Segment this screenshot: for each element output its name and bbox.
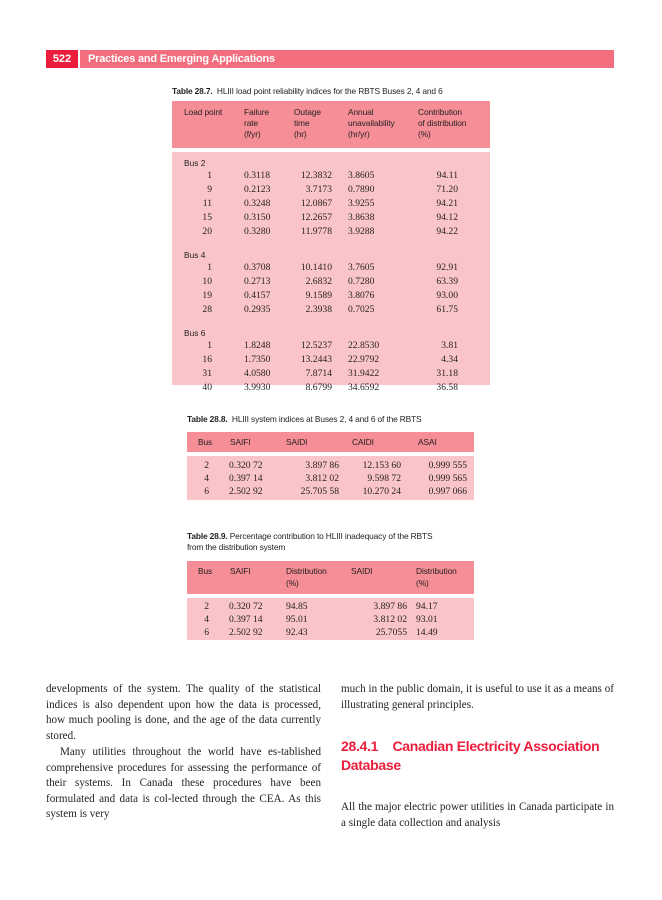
table-28-9-header-cell: Bus xyxy=(198,566,213,576)
table-28-9-header-cell: Distribution xyxy=(416,566,457,576)
table-28-7-cell: 31.18 xyxy=(436,368,458,379)
right-paragraph-1: much in the public domain, it is useful to use it as a means of illustrating general principles. xyxy=(341,683,614,711)
table-28-8-cell: 0.997 066 xyxy=(428,486,467,497)
table-28-7-cell: 1 xyxy=(207,340,212,351)
table-28-9-cell: 0.397 14 xyxy=(229,614,263,625)
table-28-7-cell: 1.7350 xyxy=(244,354,271,365)
table-28-9-cell: 6 xyxy=(204,627,209,638)
table-28-7-cell: 15 xyxy=(202,212,212,223)
table-28-9-header-cell: SAIDI xyxy=(351,566,373,576)
table-28-7-cell: 8.6799 xyxy=(305,382,332,393)
table-28-7-cell: 22.9792 xyxy=(348,354,380,365)
table-28-7-header-cell: Failure xyxy=(244,107,269,117)
table-28-8-title: HLIII system indices at Buses 2, 4 and 6 of the RBTS xyxy=(231,414,422,424)
table-28-7-header-cell: (hr/yr) xyxy=(348,129,370,139)
table-28-9-cell: 94.17 xyxy=(416,601,438,612)
table-28-7-cell: 2.3938 xyxy=(305,304,332,315)
table-28-7-header-cell: of distribution xyxy=(418,118,467,128)
table-28-8-cell: 12.153 60 xyxy=(362,460,401,471)
table-28-7-cell: 0.2713 xyxy=(244,276,271,287)
table-28-9-header xyxy=(187,561,474,594)
table-28-7-cell: 3.9930 xyxy=(244,382,271,393)
table-28-8-header-cell: CAIDI xyxy=(352,437,374,447)
table-28-7-cell: 4.34 xyxy=(441,354,458,365)
table-28-9-label: Table 28.9. xyxy=(187,531,228,541)
table-28-9-cell: 95.01 xyxy=(286,614,308,625)
table-28-8-cell: 0.999 555 xyxy=(428,460,467,471)
table-28-7-caption xyxy=(172,86,502,97)
table-28-7-body xyxy=(172,152,490,393)
table-28-8-cell: 3.897 86 xyxy=(305,460,339,471)
table-28-7-cell: 1 xyxy=(207,170,212,181)
table-28-7-header-cell: Annual xyxy=(348,107,374,117)
table-28-7-cell: 11 xyxy=(202,198,212,209)
table-28-7-cell: 28 xyxy=(202,304,212,315)
table-28-7-cell: 4.0580 xyxy=(244,368,271,379)
table-28-7-cell: 40 xyxy=(202,382,212,393)
table-28-7-header-cell: unavailability xyxy=(348,118,395,128)
table-28-7-cell: 31 xyxy=(202,368,212,379)
table-28-8-cell: 2 xyxy=(204,460,209,471)
table-28-8-cell: 0.320 72 xyxy=(229,460,263,471)
table-28-7-cell: 1.8248 xyxy=(244,340,271,351)
left-paragraph-1: developments of the system. The quality of the statistical indices is also dependent upon how the data is processed, how much pooling is done, and the age of the data currently stored. xyxy=(46,683,321,742)
table-28-7-cell: 3.8605 xyxy=(348,170,375,181)
page-number: 522 xyxy=(46,50,78,68)
table-28-7-header-cell: (%) xyxy=(418,129,431,139)
table-28-8-cell: 6 xyxy=(204,486,209,497)
table-28-7-cell: 13.2443 xyxy=(300,354,332,365)
table-28-7-cell: 0.2935 xyxy=(244,304,271,315)
table-28-7-header-cell: Outage xyxy=(294,107,321,117)
table-28-7-cell: 34.6592 xyxy=(348,382,380,393)
table-28-8-cell: 9.598 72 xyxy=(367,473,401,484)
table-28-7-cell: 0.3118 xyxy=(244,170,271,181)
table-28-8-cell: 4 xyxy=(204,473,209,484)
table-28-8-cell: 2.502 92 xyxy=(229,486,263,497)
table-28-8-cell: 25.705 58 xyxy=(300,486,339,497)
table-28-7-cell: 0.7280 xyxy=(348,276,375,287)
table-28-9-cell: 92.43 xyxy=(286,627,308,638)
table-28-7-cell: 3.7605 xyxy=(348,262,375,273)
table-28-7-cell: 22.8530 xyxy=(348,340,380,351)
table-28-7-cell: 1 xyxy=(207,262,212,273)
table-28-7-cell: 16 xyxy=(202,354,212,365)
table-28-7-cell: 20 xyxy=(202,226,212,237)
table-28-8-cell: 3.812 02 xyxy=(305,473,339,484)
table-28-9-header-cell: (%) xyxy=(286,578,299,588)
table-28-7-cell: 0.7025 xyxy=(348,304,375,315)
table-28-7-header-cell: Load point xyxy=(184,107,223,117)
table-28-7-cell: 3.9288 xyxy=(348,226,375,237)
table-28-7-cell: 10 xyxy=(202,276,212,287)
table-28-7-cell: 3.81 xyxy=(441,340,458,351)
table-28-9-cell: 3.812 02 xyxy=(373,614,407,625)
section-title: Canadian Electricity Association Database xyxy=(341,738,600,773)
table-28-9-cell: 0.320 72 xyxy=(229,601,263,612)
table-28-7-cell: 0.3150 xyxy=(244,212,271,223)
table-28-7-cell: 9.1589 xyxy=(305,290,332,301)
table-28-7-cell: 94.22 xyxy=(436,226,458,237)
table-28-7-cell: 31.9422 xyxy=(348,368,380,379)
table-28-7-header-cell: (hr) xyxy=(294,129,307,139)
table-28-9-body xyxy=(187,598,474,640)
table-28-9-cell: 2.502 92 xyxy=(229,627,263,638)
table-28-7-cell: 94.12 xyxy=(436,212,458,223)
table-28-8-cell: 10.270 24 xyxy=(362,486,401,497)
table-28-9-caption xyxy=(187,531,487,553)
table-28-7-cell: 2.6832 xyxy=(305,276,332,287)
table-28-7-header-cell: time xyxy=(294,118,310,128)
table-28-7-cell: 0.3248 xyxy=(244,198,271,209)
table-28-7-header xyxy=(172,101,490,148)
table-28-8-header-cell: ASAI xyxy=(418,437,437,447)
table-28-8-header xyxy=(187,432,474,452)
table-28-7-cell: 11.9778 xyxy=(301,226,332,237)
table-28-9-cell: 3.897 86 xyxy=(373,601,407,612)
table-28-7-cell: 10.1410 xyxy=(300,262,332,273)
table-28-8-caption xyxy=(187,414,487,425)
table-28-7-cell: 0.2123 xyxy=(244,184,271,195)
table-28-8-cell: 0.999 565 xyxy=(428,473,467,484)
table-28-7-cell: 0.7890 xyxy=(348,184,375,195)
table-28-7-header-cell: Contribution xyxy=(418,107,462,117)
table-28-8-header-cell: SAIFI xyxy=(230,437,251,447)
table-28-8-cell: 0.397 14 xyxy=(229,473,263,484)
table-28-9-cell: 93.01 xyxy=(416,614,438,625)
table-28-7-cell: 0.4157 xyxy=(244,290,271,301)
table-28-7-cell: 19 xyxy=(202,290,212,301)
table-28-7-cell: 9 xyxy=(207,184,212,195)
table-28-7-label: Table 28.7. xyxy=(172,86,213,96)
table-28-7-cell: 3.8638 xyxy=(348,212,375,223)
table-28-7-bus-label: Bus 2 xyxy=(184,158,206,168)
table-28-9-title-line1: Percentage contribution to HLIII inadequacy of the RBTS xyxy=(229,531,433,541)
table-28-7-cell: 92.91 xyxy=(436,262,458,273)
table-28-7-cell: 12.0867 xyxy=(300,198,332,209)
table-28-7-cell: 0.3280 xyxy=(244,226,271,237)
table-28-7-cell: 93.00 xyxy=(436,290,458,301)
table-28-7-cell: 61.75 xyxy=(436,304,458,315)
table-28-7-cell: 12.3832 xyxy=(300,170,332,181)
table-28-9-title-line2: from the distribution system xyxy=(187,542,286,552)
table-28-7-cell: 3.7173 xyxy=(305,184,332,195)
table-28-9-header-cell: (%) xyxy=(416,578,429,588)
table-28-7-cell: 7.8714 xyxy=(305,368,332,379)
table-28-7-cell: 94.11 xyxy=(436,170,458,181)
table-28-7-bus-label: Bus 4 xyxy=(184,250,206,260)
table-28-7-cell: 12.5237 xyxy=(300,340,332,351)
table-28-7-cell: 0.3708 xyxy=(244,262,271,273)
table-28-9-header-cell: SAIFI xyxy=(230,566,251,576)
section-heading xyxy=(341,737,616,775)
running-title: Practices and Emerging Applications xyxy=(80,50,614,68)
table-28-9-cell: 14.49 xyxy=(416,627,438,638)
table-28-8-body xyxy=(187,456,474,500)
table-28-7-cell: 63.39 xyxy=(436,276,458,287)
table-28-7-cell: 71.20 xyxy=(436,184,458,195)
right-paragraph-2: All the major electric power utilities in Canada participate in a single data collection and analysis xyxy=(341,801,614,829)
table-28-7-title: HLIII load point reliability indices for the RBTS Buses 2, 4 and 6 xyxy=(216,86,443,96)
table-28-9-header-cell: Distribution xyxy=(286,566,327,576)
table-28-7-header-cell: (f/yr) xyxy=(244,129,261,139)
table-28-7-cell: 3.9255 xyxy=(348,198,375,209)
table-28-7-cell: 36.58 xyxy=(436,382,458,393)
table-28-8-header-cell: SAIDI xyxy=(286,437,308,447)
table-28-9-cell: 4 xyxy=(204,614,209,625)
table-28-9-cell: 94.85 xyxy=(286,601,308,612)
table-28-9-cell: 2 xyxy=(204,601,209,612)
table-28-8-label: Table 28.8. xyxy=(187,414,228,424)
table-28-7-cell: 94.21 xyxy=(436,198,458,209)
table-28-9-cell: 25.7055 xyxy=(375,627,407,638)
table-28-7-bus-label: Bus 6 xyxy=(184,328,206,338)
table-28-7-cell: 12.2657 xyxy=(300,212,332,223)
section-number: 28.4.1 xyxy=(341,738,379,754)
left-paragraph-2: Many utilities throughout the world have es-tablished comprehensive procedures for assessing the performance of their systems. In Canada these procedures have been formulated and data is col-lected through the CEA. As this system is very xyxy=(46,746,321,821)
table-28-8-header-cell: Bus xyxy=(198,437,213,447)
table-28-7-header-cell: rate xyxy=(244,118,259,128)
table-28-7-cell: 3.8076 xyxy=(348,290,375,301)
